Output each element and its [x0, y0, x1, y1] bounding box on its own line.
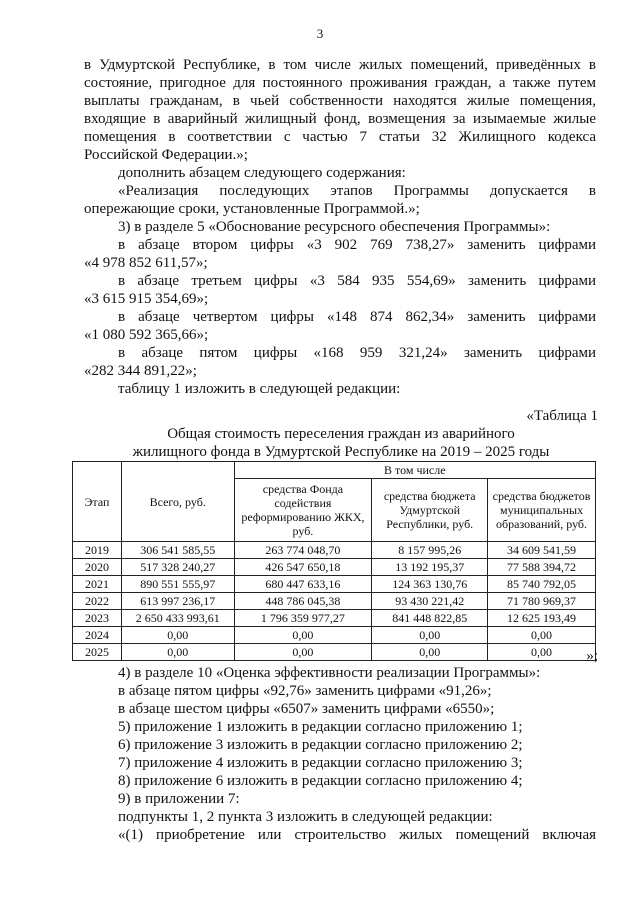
table-row [73, 593, 596, 610]
tail-line: 7) приложение 4 изложить в редакции согласно приложению 3; [118, 755, 523, 771]
cell-total: 890 551 555,97 [121, 576, 234, 593]
table-row [73, 559, 596, 576]
cell-year: 2019 [73, 542, 122, 559]
page-number: 3 [316, 26, 324, 41]
cell-budget: 0,00 [372, 627, 488, 644]
cell-year: 2023 [73, 610, 122, 627]
col-incl-header: В том числе [234, 462, 595, 479]
table-row [73, 610, 596, 627]
cell-year: 2022 [73, 593, 122, 610]
col-budget-header: средства бюджета Удмуртской Республики, руб. [372, 479, 488, 542]
abz5-value: «282 344 891,22»; [84, 363, 197, 379]
tail-line: подпункты 1, 2 пункта 3 изложить в следующей редакции: [118, 809, 493, 825]
cell-local: 77 588 394,72 [488, 559, 596, 576]
cell-budget: 841 448 822,85 [372, 610, 488, 627]
tail-line: в абзаце пятом цифры «92,76» заменить цифрами «91,26»; [118, 683, 492, 699]
last-line: «(1) приобретение или строительство жилых помещений включая [118, 827, 596, 843]
add-paragraph: дополнить абзацем следующего содержания: [118, 165, 406, 181]
tail-line: 4) в разделе 10 «Оценка эффективности реализации Программы»: [118, 665, 541, 681]
col-fund-header: средства Фонда содействия реформированию ЖКХ, руб. [234, 479, 372, 542]
cell-budget: 93 430 221,42 [372, 593, 488, 610]
cell-fund: 0,00 [234, 644, 372, 661]
table-row [73, 576, 596, 593]
intro-line: в Удмуртской Республике, в том числе жилых помещений, приведённых в [84, 57, 596, 73]
table-title: жилищного фонда в Удмуртской Республике на 2019 – 2025 годы [132, 444, 550, 460]
intro-line: состояние, пригодное для постоянного проживания граждан, а также путем [84, 75, 596, 91]
col-total-header: Всего, руб. [121, 462, 234, 542]
cell-total: 2 650 433 993,61 [121, 610, 234, 627]
abz5-line: в абзаце пятом цифры «168 959 321,24» заменить цифрами [118, 345, 596, 361]
cell-fund: 1 796 359 977,27 [234, 610, 372, 627]
cell-local: 12 625 193,49 [488, 610, 596, 627]
abz2-value: «4 978 852 611,57»; [84, 255, 208, 271]
tail-line: 6) приложение 3 изложить в редакции согласно приложению 2; [118, 737, 523, 753]
cell-year: 2020 [73, 559, 122, 576]
intro-line: выплаты гражданам, в чьей собственности находятся жилые помещения, [84, 93, 596, 109]
cell-local: 71 780 969,37 [488, 593, 596, 610]
table-close-mark: »; [586, 648, 598, 664]
cell-fund: 448 786 045,38 [234, 593, 372, 610]
tail-line: 8) приложение 6 изложить в редакции согласно приложению 4; [118, 773, 523, 789]
intro-line: Российской Федерации.»; [84, 147, 248, 163]
cell-budget: 8 157 995,26 [372, 542, 488, 559]
cell-local: 0,00 [488, 644, 596, 661]
cell-local: 34 609 541,59 [488, 542, 596, 559]
intro-line: помещения в соответствии с частью 7 статьи 32 Жилищного кодекса [84, 129, 596, 145]
cell-total: 306 541 585,55 [121, 542, 234, 559]
cell-year: 2021 [73, 576, 122, 593]
table-label: «Таблица 1 [526, 408, 598, 424]
cell-total: 517 328 240,27 [121, 559, 234, 576]
cell-budget: 124 363 130,76 [372, 576, 488, 593]
cell-total: 0,00 [121, 644, 234, 661]
cell-fund: 426 547 650,18 [234, 559, 372, 576]
cell-fund: 680 447 633,16 [234, 576, 372, 593]
cell-local: 0,00 [488, 627, 596, 644]
col-local-header: средства бюджетов муниципальных образований, руб. [488, 479, 596, 542]
tail-line: в абзаце шестом цифры «6507» заменить цифрами «6550»; [118, 701, 495, 717]
quote-line: «Реализация последующих этапов Программы допускается в [118, 183, 596, 199]
cell-budget: 0,00 [372, 644, 488, 661]
abz4-value: «1 080 592 365,66»; [84, 327, 209, 343]
table-title: Общая стоимость переселения граждан из аварийного [167, 426, 515, 442]
cell-fund: 0,00 [234, 627, 372, 644]
table-row [73, 542, 596, 559]
cell-year: 2025 [73, 644, 122, 661]
quote-line: опережающие сроки, установленные Программой.»; [84, 201, 420, 217]
abz4-line: в абзаце четвертом цифры «148 874 862,34» заменить цифрами [118, 309, 596, 325]
cell-local: 85 740 792,05 [488, 576, 596, 593]
col-stage-header: Этап [73, 462, 122, 542]
tail-line: 9) в приложении 7: [118, 791, 240, 807]
table-intro: таблицу 1 изложить в следующей редакции: [118, 381, 401, 397]
cell-year: 2024 [73, 627, 122, 644]
cell-total: 0,00 [121, 627, 234, 644]
table-row [73, 627, 596, 644]
tail-line: 5) приложение 1 изложить в редакции согласно приложению 1; [118, 719, 523, 735]
abz3-value: «3 615 915 354,69»; [84, 291, 209, 307]
cost-table [72, 461, 596, 661]
abz3-line: в абзаце третьем цифры «3 584 935 554,69» заменить цифрами [118, 273, 596, 289]
intro-line: входящие в аварийный жилищный фонд, возмещения за изымаемые жилые [84, 111, 596, 127]
abz2-line: в абзаце втором цифры «3 902 769 738,27» заменить цифрами [118, 237, 596, 253]
cell-fund: 263 774 048,70 [234, 542, 372, 559]
section5-line: 3) в разделе 5 «Обоснование ресурсного обеспечения Программы»: [118, 219, 551, 235]
cell-budget: 13 192 195,37 [372, 559, 488, 576]
cell-total: 613 997 236,17 [121, 593, 234, 610]
